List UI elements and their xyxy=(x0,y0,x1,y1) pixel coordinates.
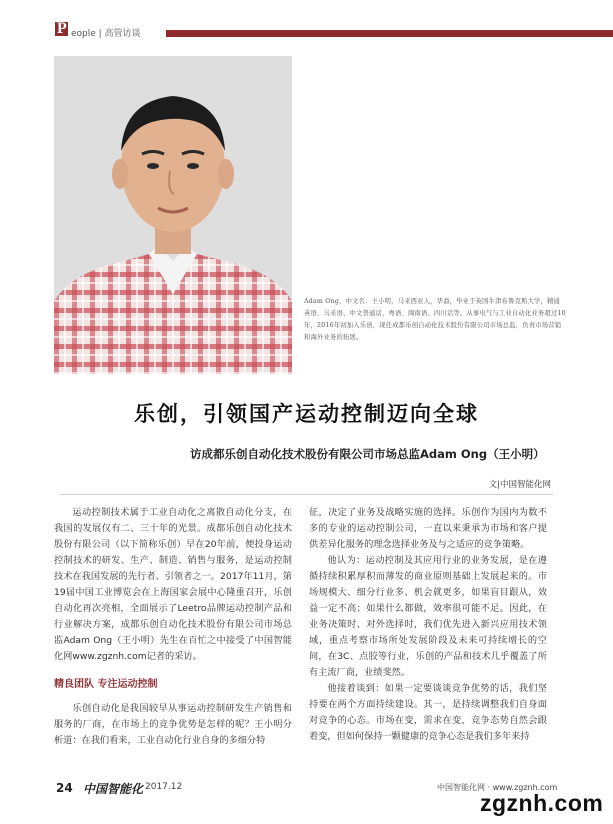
watermark: zgznh.com xyxy=(480,790,604,816)
footer-site: 中国智能化网 · www.zgznh.com xyxy=(437,783,558,792)
paragraph: 征，决定了业务及战略实施的选择。乐创作为国内为数不多的专业的运动控制公司，一直以来秉承为市场和客户提供差异化服务的理念选择业务及与之适应的竞争策略。 xyxy=(309,507,547,550)
byline-divider xyxy=(60,494,553,495)
paragraph: 乐创自动化是我国较早从事运动控制研发生产销售和服务的厂商，在市场上的竞争优势是怎样的呢？王小明分析道：在我们看来，工业自动化行业自身的多细分特 xyxy=(54,703,292,746)
section-heading: 精良团队 专注运动控制 xyxy=(54,679,158,690)
portrait-illustration xyxy=(54,56,292,374)
paragraph: 他认为：运动控制及其应用行业的业务发展，是在遵循持续积累厚积而薄发的商业原则基础上发展起来的。市场规模大、细分行业多、机会就更多，如果盲目跟从，效益一定不高；如果什么都做，效率很可能不足。因此，在业务决策时、对外选择时，我们优先进入新兴应用技术领域，重点考察市场所处发展阶段及未来可持续增长的空间，在3C、点胶等行业，乐创的产品和技术几乎覆盖了所有主流厂商，业绩斐然。 xyxy=(309,555,547,678)
paragraph: 他接着谈到：如果一定要谈谈竞争优势的话，我们坚持要在两个方面持续建设。其一，是持续调整我们自身面对竞争的心态。市场在变，需求在变，竞争态势自然会跟着变，但如何保持一颗健康的竞争心态是我们多年来持 xyxy=(309,683,547,742)
page-number: 24 xyxy=(56,781,73,795)
magazine-logo: 中国智能化 xyxy=(83,782,144,796)
issue-date: 2017.12 xyxy=(145,782,183,792)
header-rule xyxy=(166,30,613,37)
article-subtitle: 访成都乐创自动化技术股份有限公司市场总监Adam Ong（王小明） xyxy=(190,447,545,461)
column-right xyxy=(309,505,547,745)
header-section-label: eople | 高管访谈 xyxy=(71,29,141,39)
article-title: 乐创，引领国产运动控制迈向全球 xyxy=(134,401,479,426)
photo-caption: Adam Ong，中文名：王小明，马来西亚人，华裔，毕业于英国牛津布鲁克斯大学，精通英语、马来语、中文普通话、粤语、闽南语、四川话等。从事电气与工业自动化业务超过10年，2016年初加入乐创，现任成都乐创自动化技术股份有限公司市场总监，负责市场营销和海外业务的拓展。 xyxy=(304,298,566,341)
portrait-photo xyxy=(54,56,292,374)
paragraph: 运动控制技术属于工业自动化之离散自动化分支，在我国的发展仅有二、三十年的光景。成都乐创自动化技术股份有限公司（以下简称乐创）早在20年前，便投身运动控制技术的研发、生产、制造、销售与服务，是运动控制技术在我国发展的先行者、引领者之一。2017年11月，第19届中国工业博览会在上海国家会展中心隆重召开，乐创自动化再次亮相，全面展示了Leetro品牌运动控制产品和行业解决方案，成都乐创自动化技术股份有限公司市场总监Adam Ong（王小明）先生在百忙之中接受了中国智能化网www.zgznh.com记者的采访。 xyxy=(54,507,292,662)
header-letter: P xyxy=(57,20,67,37)
column-left xyxy=(54,505,292,749)
article-byline: 文|中国智能化网 xyxy=(488,480,551,490)
